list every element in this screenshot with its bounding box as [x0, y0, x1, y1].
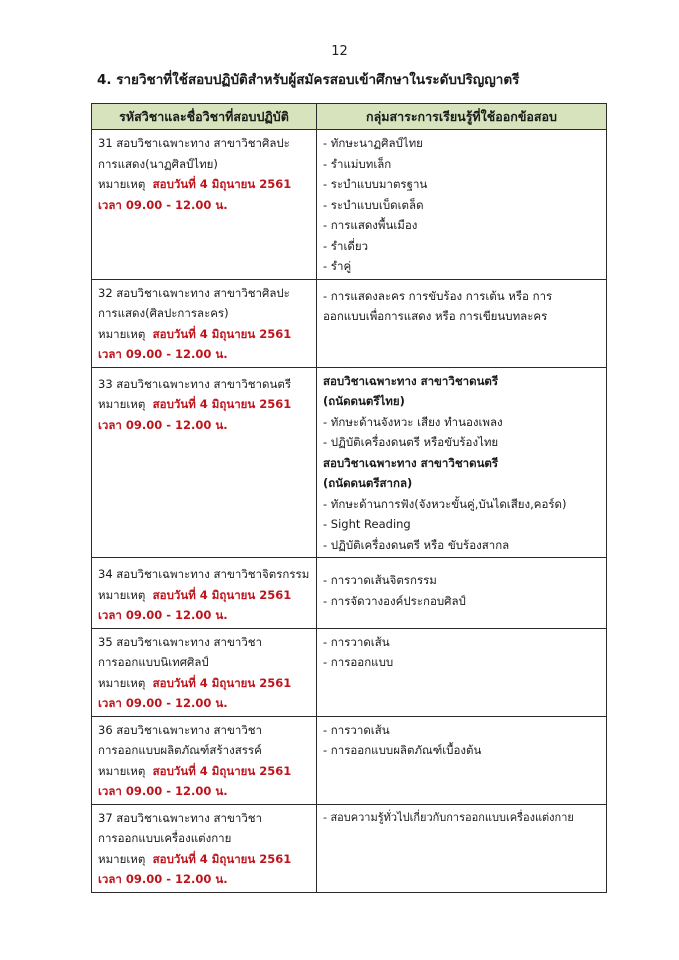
- subject-line: 33 สอบวิชาเฉพาะทาง สาขาวิชาดนตรี: [98, 376, 292, 391]
- exam-note: [98, 673, 310, 694]
- content-item: - ทักษะด้านการฟัง(จังหวะขั้นคู่,บันไดเสียง,คอร์ด): [323, 496, 567, 511]
- content-item: - ทักษะด้านจังหวะ เสียง ทำนองเพลง: [323, 414, 503, 429]
- content-item: - การวาดเส้น: [323, 634, 390, 649]
- note-label: หมายเหตุ: [98, 675, 146, 690]
- content-item: - การวาดเส้น: [323, 722, 390, 737]
- exam-time: เวลา 09.00 - 12.00 น.: [98, 417, 228, 432]
- subject-line: การออกแบบเครื่องแต่งกาย: [98, 831, 232, 845]
- content-item: - ปฏิบัติเครื่องดนตรี หรือ ขับร้องสากล: [323, 537, 510, 552]
- content-item: - การแสดงพื้นเมือง: [323, 218, 418, 232]
- section-title: 4. รายวิชาที่ใช้สอบปฏิบัติสำหรับผู้สมัครสอบเข้าศึกษาในระดับปริญญาตรี: [97, 72, 520, 88]
- exam-date: สอบวันที่ 4 มิถุนายน 2561: [152, 763, 292, 778]
- note-label: หมายเหตุ: [98, 763, 146, 778]
- content-cell: [317, 279, 607, 367]
- subject-cell: [92, 367, 317, 558]
- exam-time: เวลา 09.00 - 12.00 น.: [98, 197, 228, 212]
- group-heading: (ถนัดดนตรีสากล): [323, 476, 413, 490]
- content-item: - ทักษะนาฏศิลป์ไทย: [323, 136, 423, 150]
- content-item: - ระบำแบบมาตรฐาน: [323, 177, 428, 191]
- subject-cell: [92, 716, 317, 804]
- exam-note: [98, 849, 310, 870]
- content-item: - Sight Reading: [323, 517, 411, 531]
- content-item: - รำเดี่ยว: [323, 238, 369, 253]
- exam-time: เวลา 09.00 - 12.00 น.: [98, 608, 228, 622]
- subject-cell: [92, 130, 317, 280]
- subject-line: 32 สอบวิชาเฉพาะทาง สาขาวิชาศิลปะ: [98, 285, 290, 300]
- content-cell: [317, 367, 607, 558]
- exam-time: เวลา 09.00 - 12.00 น.: [98, 696, 228, 710]
- subject-line: การแสดง(ศิลปะการละคร): [98, 306, 229, 320]
- exam-time: เวลา 09.00 - 12.00 น.: [98, 347, 228, 361]
- exam-note: [98, 324, 310, 345]
- exam-subjects-table: [91, 103, 607, 893]
- subject-cell: [92, 279, 317, 367]
- note-label: หมายเหตุ: [98, 587, 146, 602]
- content-cell: [317, 628, 607, 716]
- content-item: - การวาดเส้นจิตรกรรม: [323, 573, 437, 587]
- content-item: - รำคู่: [323, 259, 352, 273]
- group-heading: (ถนัดดนตรีไทย): [323, 394, 405, 408]
- exam-date: สอบวันที่ 4 มิถุนายน 2561: [152, 326, 292, 341]
- exam-note: [98, 585, 310, 606]
- page-number: 12: [331, 44, 348, 59]
- exam-time: เวลา 09.00 - 12.00 น.: [98, 784, 228, 798]
- note-label: หมายเหตุ: [98, 177, 146, 191]
- content-item: ออกแบบเพื่อการแสดง หรือ การเขียนบทละคร: [323, 309, 548, 323]
- note-label: หมายเหตุ: [98, 326, 146, 341]
- content-item: - การออกแบบผลิตภัณฑ์เบื้องต้น: [323, 743, 482, 757]
- subject-cell: [92, 628, 317, 716]
- content-cell: [317, 804, 607, 892]
- subject-line: การออกแบบผลิตภัณฑ์สร้างสรรค์: [98, 743, 262, 757]
- table-row: [92, 558, 607, 629]
- exam-date: สอบวันที่ 4 มิถุนายน 2561: [152, 851, 292, 866]
- subject-cell: [92, 804, 317, 892]
- group-heading: สอบวิชาเฉพาะทาง สาขาวิชาดนตรี: [323, 455, 499, 470]
- subject-line: 37 สอบวิชาเฉพาะทาง สาขาวิชา: [98, 810, 263, 825]
- table-row: [92, 628, 607, 716]
- exam-date: สอบวันที่ 4 มิถุนายน 2561: [152, 587, 292, 602]
- table-header-row: [92, 104, 607, 130]
- subject-line: 35 สอบวิชาเฉพาะทาง สาขาวิชา: [98, 634, 263, 649]
- exam-note: [98, 761, 310, 782]
- exam-date: สอบวันที่ 4 มิถุนายน 2561: [152, 177, 292, 191]
- exam-note: [98, 394, 310, 415]
- content-cell: [317, 558, 607, 629]
- subject-line: การแสดง(นาฏศิลป์ไทย): [98, 156, 218, 171]
- table-row: [92, 804, 607, 892]
- note-label: หมายเหตุ: [98, 851, 146, 866]
- exam-time: เวลา 09.00 - 12.00 น.: [98, 872, 228, 886]
- subject-line: การออกแบบนิเทศศิลป์: [98, 655, 209, 669]
- group-heading: สอบวิชาเฉพาะทาง สาขาวิชาดนตรี: [323, 373, 499, 388]
- content-item: - การออกแบบ: [323, 655, 394, 669]
- content-item: - ระบำแบบเบ็ดเตล็ด: [323, 197, 424, 212]
- content-cell: [317, 130, 607, 280]
- exam-date: สอบวันที่ 4 มิถุนายน 2561: [152, 675, 292, 690]
- content-item: - สอบความรู้ทั่วไปเกี่ยวกับการออกแบบเครื่องแต่งกาย: [323, 810, 574, 824]
- note-label: หมายเหตุ: [98, 397, 146, 411]
- content-item: - รำแม่บทเล็ก: [323, 156, 392, 171]
- subject-cell: [92, 558, 317, 629]
- table-row: [92, 716, 607, 804]
- subject-line: 36 สอบวิชาเฉพาะทาง สาขาวิชา: [98, 722, 263, 737]
- content-item: - การแสดงละคร การขับร้อง การเต้น หรือ การ: [323, 288, 553, 303]
- table-row: [92, 279, 607, 367]
- content-item: - การจัดวางองค์ประกอบศิลป์: [323, 593, 466, 608]
- content-item: - ปฏิบัติเครื่องดนตรี หรือขับร้องไทย: [323, 435, 499, 449]
- exam-date: สอบวันที่ 4 มิถุนายน 2561: [152, 397, 292, 411]
- table-row: [92, 367, 607, 558]
- subject-line: 34 สอบวิชาเฉพาะทาง สาขาวิชาจิตรกรรม: [98, 567, 310, 581]
- header-content-group: กลุ่มสาระการเรียนรู้ที่ใช้ออกข้อสอบ: [317, 104, 607, 130]
- exam-note: [98, 174, 310, 195]
- subject-line: 31 สอบวิชาเฉพาะทาง สาขาวิชาศิลปะ: [98, 136, 290, 150]
- table-row: [92, 130, 607, 280]
- header-subject: รหัสวิชาและชื่อวิชาที่สอบปฏิบัติ: [92, 104, 317, 130]
- content-cell: [317, 716, 607, 804]
